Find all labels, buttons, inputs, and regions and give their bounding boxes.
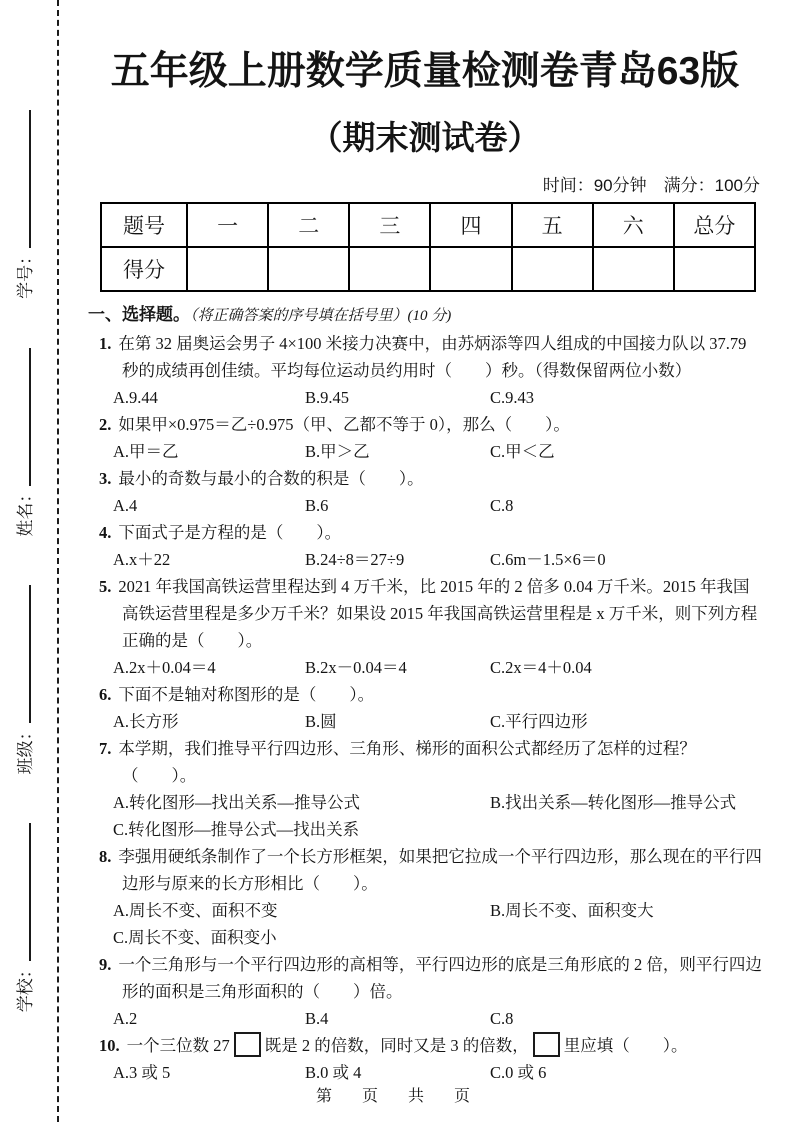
question-text: 本学期，我们推导平行四边形、三角形、梯形的面积公式都经历了怎样的过程？（ ）。 (118, 739, 696, 785)
section-title: 一、选择题。 (88, 305, 190, 324)
options-row (113, 789, 762, 843)
question-number: 3. (99, 469, 112, 488)
class-label: 班级： (15, 723, 35, 775)
score-cell (187, 247, 268, 291)
option: B.圆 (305, 712, 337, 731)
option: B.2x－0.04＝4 (305, 658, 407, 677)
page-title: 五年级上册数学质量检测卷青岛63版 (110, 50, 740, 93)
option: C.周长不变、面积变小 (113, 928, 277, 947)
options-row (113, 1059, 762, 1086)
blank-box (533, 1032, 560, 1057)
school-label: 学校： (15, 961, 35, 1013)
question (88, 465, 762, 519)
question-text: 在第 32 届奥运会男子 4×100 米接力决赛中，由苏炳添等四人组成的中国接力队以 37.79 秒的成绩再创佳绩。平均每位运动员约用时（ ）秒。（得数保留两位小数） (118, 334, 747, 380)
score-header-cell: 三 (349, 203, 430, 247)
name-field (11, 348, 36, 537)
fold-dashed-line (57, 0, 59, 1122)
score-header-cell: 五 (512, 203, 593, 247)
score-header-cell: 一 (187, 203, 268, 247)
question-text-line (88, 735, 762, 789)
question-number: 8. (99, 847, 112, 866)
options-row (113, 384, 762, 411)
options-row (113, 708, 762, 735)
question-text-line (88, 1032, 762, 1059)
question-text: 2021 年我国高铁运营里程达到 4 万千米，比 2015 年的 2 倍多 0.04 万千米。2015 年我国高铁运营里程是多少万千米？如果设 2015 年我国高铁运营里程是 x 万千米，则下列方程正确的是（ ）。 (118, 577, 758, 650)
page-subtitle: （期末测试卷） (309, 119, 541, 156)
option: A.甲＝乙 (113, 442, 179, 461)
option: C.8 (490, 1009, 514, 1028)
option: A.2 (113, 1009, 138, 1028)
question (88, 951, 762, 1032)
option: C.0 或 6 (490, 1063, 547, 1082)
option: B.甲＞乙 (305, 442, 370, 461)
question-number: 2. (99, 415, 112, 434)
options-row (113, 492, 762, 519)
question-text: 一个三角形与一个平行四边形的高相等，平行四边形的底是三角形底的 2 倍，则平行四边形的面积是三角形面积的（ ）倍。 (118, 955, 762, 1001)
school-field (11, 823, 36, 1012)
option: C.2x＝4＋0.04 (490, 658, 592, 677)
score-header-cell: 总分 (674, 203, 755, 247)
question (88, 330, 762, 411)
class-field (11, 585, 36, 774)
student-number-blank-line (29, 110, 31, 248)
question-number: 7. (99, 739, 112, 758)
option: A.周长不变、面积不变 (113, 901, 278, 920)
score-header-cell: 六 (593, 203, 674, 247)
class-blank-line (29, 585, 31, 723)
score-row-label: 得分 (101, 247, 187, 291)
question-text-line (88, 411, 762, 438)
question-text: 下面式子是方程的是（ ）。 (118, 523, 342, 542)
exam-body (88, 0, 762, 1086)
score-cell (674, 247, 755, 291)
option: B.周长不变、面积变大 (490, 901, 654, 920)
question-text-line (88, 951, 762, 1005)
question-text-line (88, 573, 762, 654)
option: A.转化图形—找出关系—推导公式 (113, 793, 361, 812)
question-number: 10. (99, 1036, 120, 1055)
question (88, 681, 762, 735)
options-row (113, 546, 762, 573)
question-text-line (88, 681, 762, 708)
question-text-line (88, 465, 762, 492)
option: C.甲＜乙 (490, 442, 555, 461)
student-number-field (11, 110, 36, 299)
question-number: 4. (99, 523, 112, 542)
question-text: 最小的奇数与最小的合数的积是（ ）。 (118, 469, 424, 488)
option: C.8 (490, 496, 514, 515)
student-info-fields (11, 61, 47, 1061)
option: A.3 或 5 (113, 1063, 171, 1082)
question-text-line (88, 519, 762, 546)
time-score-info: 时间：90分钟 满分：100分 (542, 176, 760, 195)
question (88, 735, 762, 843)
page-footer: 第 页 共 页 (315, 1088, 477, 1105)
option: B.4 (305, 1009, 329, 1028)
score-cell (430, 247, 511, 291)
option: A.x＋22 (113, 550, 171, 569)
option: C.9.43 (490, 388, 535, 407)
score-cell (512, 247, 593, 291)
blank-box (234, 1032, 261, 1057)
option: B.9.45 (305, 388, 350, 407)
question (88, 573, 762, 681)
option: A.9.44 (113, 388, 158, 407)
option: B.6 (305, 496, 329, 515)
options-row (113, 1005, 762, 1032)
question-number: 1. (99, 334, 112, 353)
name-blank-line (29, 348, 31, 486)
option: A.4 (113, 496, 138, 515)
score-header-cell: 四 (430, 203, 511, 247)
option: C.平行四边形 (490, 712, 588, 731)
question-text: 李强用硬纸条制作了一个长方形框架，如果把它拉成一个平行四边形，那么现在的平行四边形与原来的长方形相比（ ）。 (118, 847, 762, 893)
question (88, 411, 762, 465)
score-table (100, 202, 756, 292)
student-info-sidebar (0, 0, 57, 1122)
school-blank-line (29, 823, 31, 961)
student-number-label: 学号： (15, 247, 35, 299)
question-list (88, 330, 762, 1086)
question-text: 既是 2 的倍数，同时又是 3 的倍数， (264, 1036, 529, 1055)
score-table-score-row (101, 247, 755, 291)
option: B.0 或 4 (305, 1063, 362, 1082)
question-text: 下面不是轴对称图形的是（ ）。 (118, 685, 375, 704)
option: A.2x＋0.04＝4 (113, 658, 216, 677)
option: C.6m－1.5×6＝0 (490, 550, 606, 569)
question-text-line (88, 843, 762, 897)
question (88, 843, 762, 951)
question-text: 一个三位数 27 (126, 1036, 230, 1055)
section-note: （将正确答案的序号填在括号里）(10 分) (190, 308, 452, 324)
option: A.长方形 (113, 712, 179, 731)
question-number: 9. (99, 955, 112, 974)
question-number: 6. (99, 685, 112, 704)
name-label: 姓名： (15, 485, 35, 537)
question-text-line (88, 330, 762, 384)
option: C.转化图形—推导公式—找出关系 (113, 820, 360, 839)
question-text: 里应填（ ）。 (563, 1036, 688, 1055)
score-cell (268, 247, 349, 291)
section-heading (88, 301, 762, 330)
question-text: 如果甲×0.975＝乙÷0.975（甲、乙都不等于 0），那么（ ）。 (118, 415, 570, 434)
score-header-cell: 二 (268, 203, 349, 247)
question-number: 5. (99, 577, 112, 596)
question (88, 519, 762, 573)
option: B.24÷8＝27÷9 (305, 550, 405, 569)
options-row (113, 654, 762, 681)
score-cell (593, 247, 674, 291)
option: B.找出关系—转化图形—推导公式 (490, 793, 737, 812)
score-cell (349, 247, 430, 291)
score-table-header-row (101, 203, 755, 247)
options-row (113, 438, 762, 465)
options-row (113, 897, 762, 951)
score-header-cell: 题号 (101, 203, 187, 247)
question (88, 1032, 762, 1086)
